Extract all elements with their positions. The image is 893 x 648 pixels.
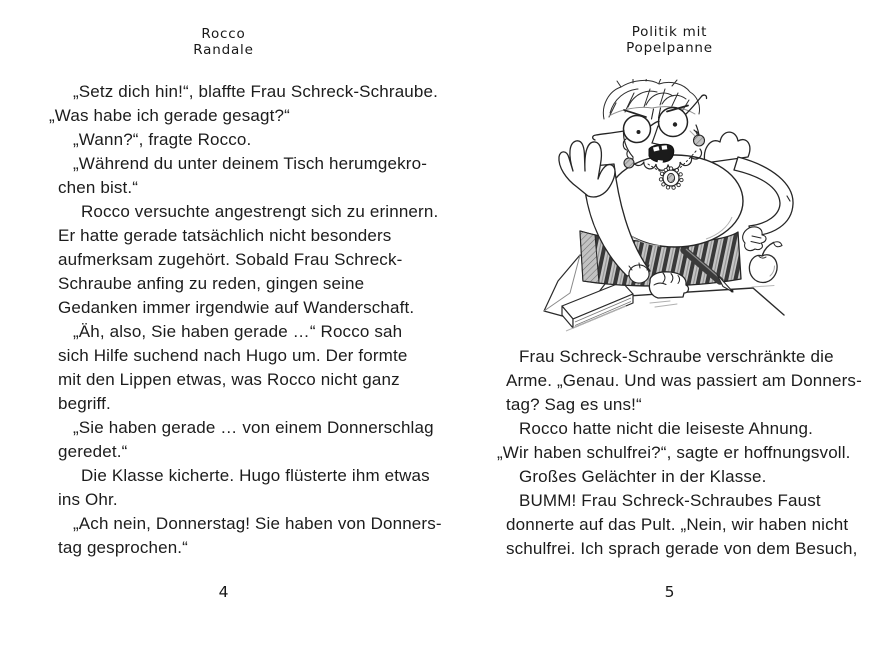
right-page-text bbox=[497, 345, 886, 561]
illustration-glasses bbox=[593, 95, 707, 142]
text-line: „Während du unter deinem Tisch herumgekro- bbox=[73, 154, 428, 173]
text-line: „Wann?“, fragte Rocco. bbox=[73, 130, 252, 149]
left-running-head-line1: Rocco bbox=[201, 26, 246, 42]
text-line: Er hatte gerade tatsächlich nicht besonders bbox=[58, 226, 392, 245]
text-line: Großes Gelächter in der Klasse. bbox=[519, 467, 767, 486]
text-line: Rocco versuchte angestrengt sich zu erinnern. bbox=[81, 202, 439, 221]
text-line: geredet.“ bbox=[58, 442, 128, 461]
right-running-head-line1: Politik mit bbox=[631, 24, 708, 40]
left-page-text bbox=[49, 80, 444, 560]
right-running-head bbox=[446, 24, 893, 56]
text-line: Rocco hatte nicht die leiseste Ahnung. bbox=[519, 419, 813, 438]
text-line: „Sie haben gerade … von einem Donnerschlag bbox=[73, 418, 434, 437]
text-line: schulfrei. Ich sprach gerade von dem Besuch, bbox=[506, 539, 858, 558]
text-line: „Wir haben schulfrei?“, sagte er hoffnungsvoll. bbox=[497, 443, 851, 462]
text-line: „Was habe ich gerade gesagt?“ bbox=[49, 106, 290, 125]
text-line: mit den Lippen etwas, was Rocco nicht ganz bbox=[58, 370, 400, 389]
left-running-head bbox=[0, 26, 447, 58]
text-line: „Äh, also, Sie haben gerade …“ Rocco sah bbox=[73, 322, 403, 341]
text-line: Die Klasse kicherte. Hugo flüsterte ihm etwas bbox=[81, 466, 430, 485]
text-line: „Ach nein, Donnerstag! Sie haben von Donners- bbox=[73, 514, 442, 533]
text-line: aufmerksam zugehört. Sobald Frau Schreck- bbox=[58, 250, 403, 269]
text-line: tag gesprochen.“ bbox=[58, 538, 188, 557]
text-line: Frau Schreck-Schraube verschränkte die bbox=[519, 347, 834, 366]
text-line: „Setz dich hin!“, blaffte Frau Schreck-Schraube. bbox=[73, 82, 438, 101]
text-line: donnerte auf das Pult. „Nein, wir haben nicht bbox=[506, 515, 849, 534]
illustration-raised-hand bbox=[559, 141, 615, 197]
text-line: Schraube anfing zu reden, gingen seine bbox=[58, 274, 365, 293]
right-page-number: 5 bbox=[664, 583, 675, 601]
left-running-head-line2: Randale bbox=[193, 42, 254, 58]
right-running-head-line2: Popelpanne bbox=[626, 40, 713, 56]
left-page-number: 4 bbox=[218, 583, 229, 601]
text-line: chen bist.“ bbox=[58, 178, 139, 197]
text-line: BUMM! Frau Schreck-Schraubes Faust bbox=[519, 491, 821, 510]
text-line: Arme. „Genau. Und was passiert am Donners- bbox=[506, 371, 862, 390]
text-line: ins Ohr. bbox=[58, 490, 118, 509]
text-line: tag? Sag es uns!“ bbox=[506, 395, 642, 414]
text-line: Gedanken immer irgendwie auf Wanderschaft. bbox=[58, 298, 415, 317]
text-line: begriff. bbox=[58, 394, 111, 413]
teacher-illustration bbox=[500, 79, 880, 345]
text-line: sich Hilfe suchend nach Hugo um. Der formte bbox=[58, 346, 408, 365]
